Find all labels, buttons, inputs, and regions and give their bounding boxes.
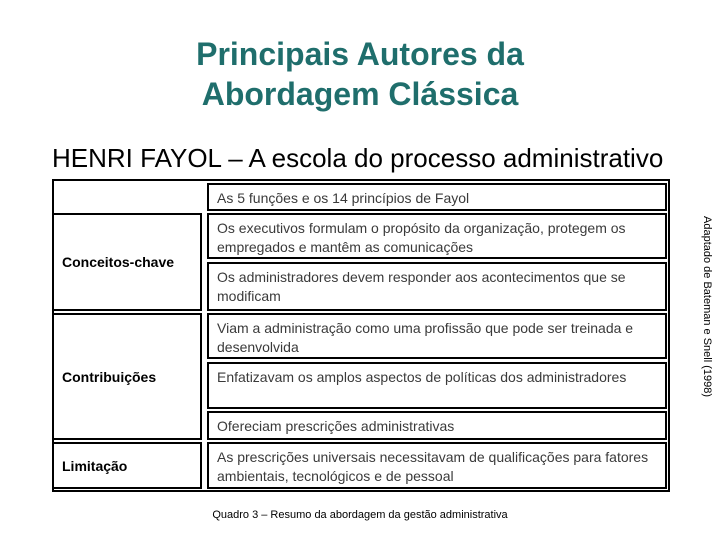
slide-title-line1: Principais Autores da: [196, 36, 524, 72]
source-note: Adaptado de Bateman e Snell (1998): [701, 216, 713, 398]
table-row-cell: As prescrições universais necessitavam de qualificações para fatores ambientais, tecnológicos e de pessoal: [207, 442, 667, 489]
table-row-cell: Os administradores devem responder aos acontecimentos que se modificam: [207, 262, 667, 311]
table-row-cell: Os executivos formulam o propósito da organização, protegem os empregados e mantêm as comunicações: [207, 213, 667, 259]
slide-subtitle: HENRI FAYOL – A escola do processo administrativo: [52, 143, 664, 173]
table-header-cell: As 5 funções e os 14 princípios de Fayol: [207, 183, 667, 211]
table-row-cell: Ofereciam prescrições administrativas: [207, 411, 667, 440]
label-limitacao: Limitação: [52, 442, 202, 489]
label-conceitos-chave: Conceitos-chave: [52, 213, 202, 311]
slide-title: [0, 34, 720, 114]
table-caption: Quadro 3 – Resumo da abordagem da gestão administrativa: [212, 509, 508, 521]
slide-title-line2: Abordagem Clássica: [201, 76, 519, 112]
table-row-cell: Viam a administração como uma profissão que pode ser treinada e desenvolvida: [207, 313, 667, 359]
label-contribuicoes: Contribuições: [52, 313, 202, 440]
table-row-cell: Enfatizavam os amplos aspectos de políticas dos administradores: [207, 362, 667, 409]
